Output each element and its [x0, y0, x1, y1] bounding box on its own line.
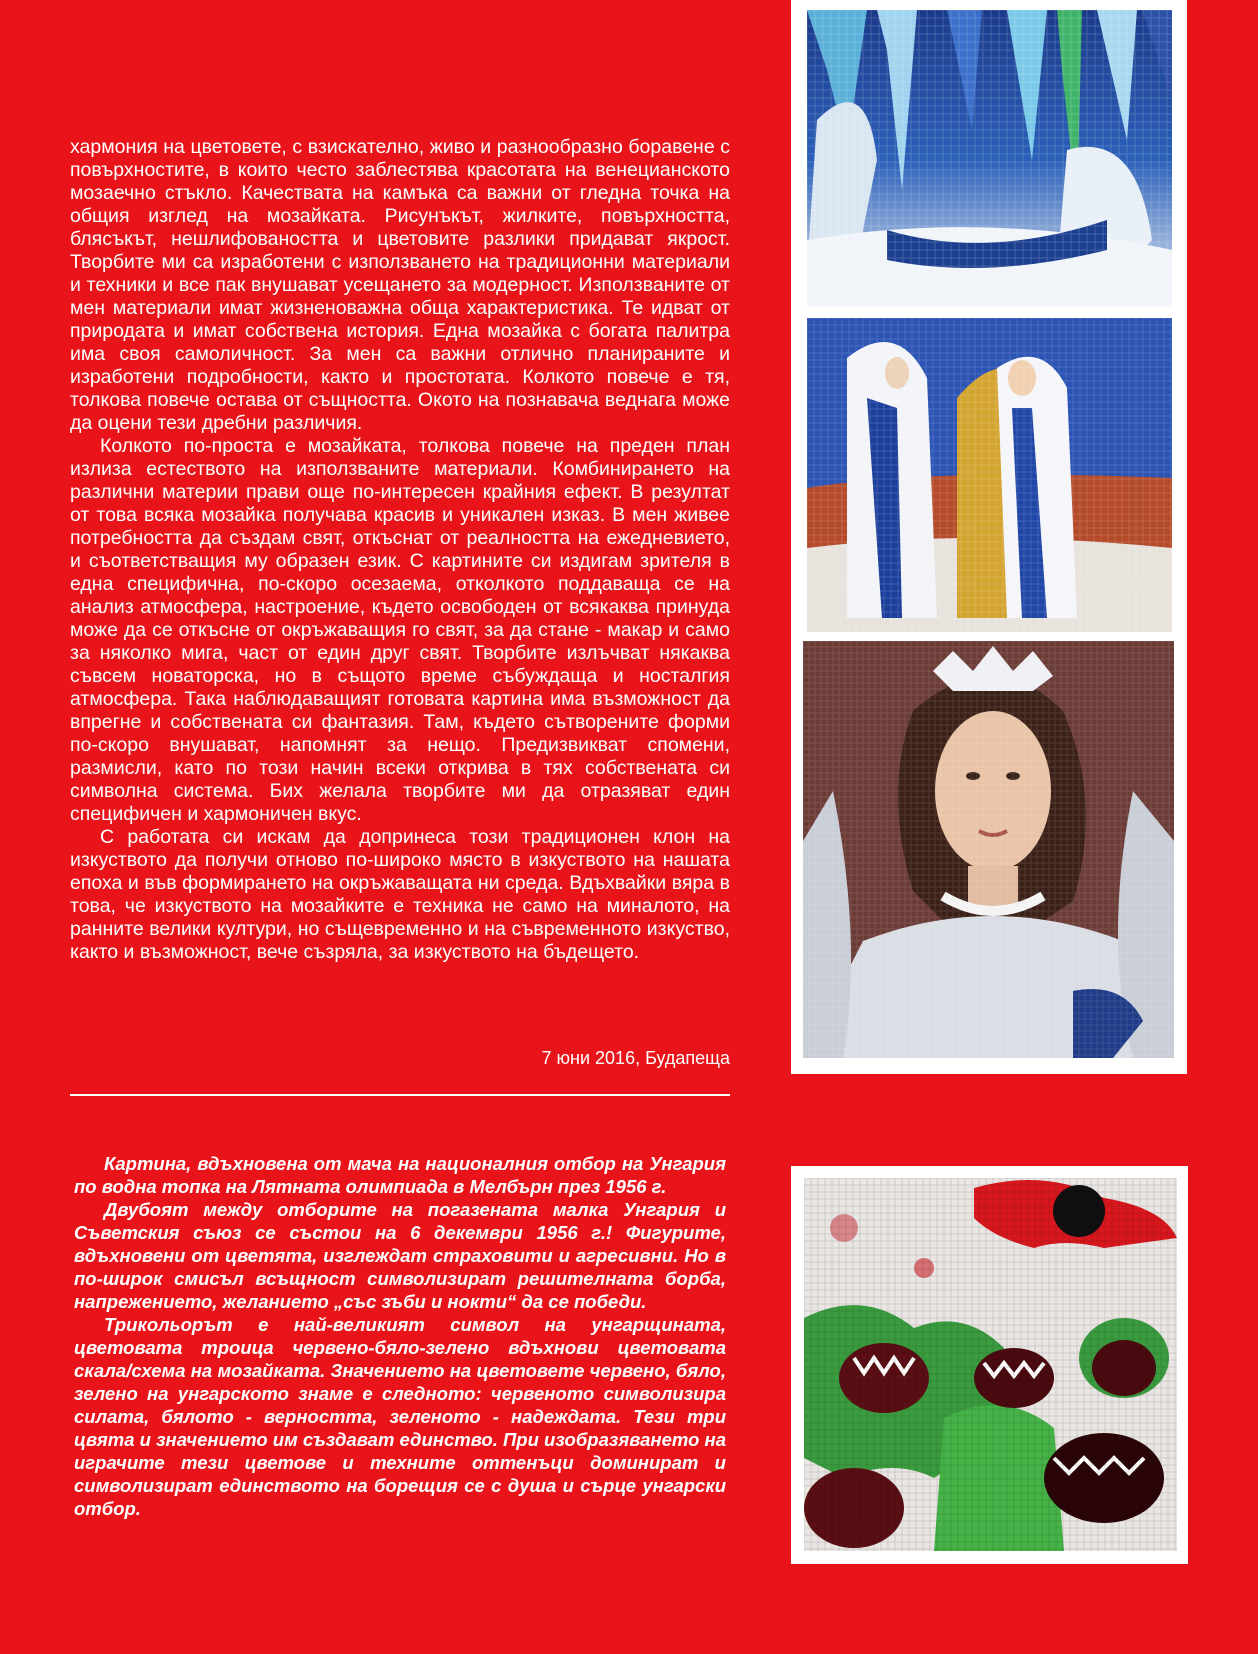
mosaic-forest-image — [807, 10, 1172, 307]
divider — [70, 1094, 730, 1096]
mosaic-players-image — [804, 1178, 1177, 1551]
artwork-caption — [74, 1152, 726, 1520]
mosaic-portrait-image — [803, 641, 1174, 1058]
article-paragraph: Колкото по-проста е мозайката, толкова повече на преден план излиза естеството на използваните материали. Комбинирането на различни материи прави още по-интересен крайния ефект. В резултат от това всяка мозайка получава красив и уникален изказ. В мен живее потребността да създам свят, откъснат от реалността на ежедневието, и съответстващия му образен език. С картините си издигам зрителя в една специфична, по-скоро осезаема, отколкото поддаваща се на анализ атмосфера, настроение, където освободен от всякаква принуда може да се откъсне от окръжаващия го свят, за да стане - макар и само за няколко мига, част от един друг свят. Творбите излъчват някаква съвсем новаторска, но в същото време събуждаща и носталгия атмосфера. Така наблюдаващият готовата картина има възможност да впрегне и собствената си фантазия. Там, където сътворените форми по-скоро внушават, напомнят за нещо. Предизвикват спомени, размисли, като по този начин всеки открива в тях собствената си символна система. Бих желала творбите ми да отразяват един специфичен и хармоничен вкус. — [70, 435, 730, 825]
caption-paragraph: Картина, вдъхновена от мача на националния отбор на Унгария по водна топка на Лятната олимпиада в Мелбърн през 1956 г. — [74, 1153, 726, 1197]
caption-paragraph: Двубоят между отборите на погазената малка Унгария и Съветския съюз се състои на 6 декември 1956 г.! Фигурите, вдъхновени от цветята, изглеждат страховити и агресивни. Но в по-широк смисъл всъщност символизират решителната борба, напрежението, желанието „със зъби и нокти“ да се победи. — [74, 1199, 726, 1312]
article-paragraph: хармония на цветовете, с взискателно, живо и разнообразно боравене с повърхностите, в които често заблестява красотата на венецианското мозаечно стъкло. Качествата на камъка са важни от гледна точка на общия изглед на мозайката. Рисунъкът, жилките, повърхността, блясъкът, нешлифоваността и цветовите разлики придават якрост. Творбите ми са изработени с използването на традиционни материали и техники и все пак внушават усещането за модерност. Използваните от мен материали имат жизненоважна обща характеристика. Те идват от природата и имат собствена история. Една мозайка с богата палитра има своя самоличност. За мен са важни отлично планираните и изработени подробности, както и простотата. Колкото повече е тя, толкова повече остава от същността. Окото на познавача веднага може да оцени тези дребни различия. — [70, 136, 730, 434]
article-paragraph: С работата си искам да допринеса този традиционен клон на изкуството да получи отново по-широко място в изкуството на нашата епоха и във формирането на окръжаващата ни среда. Вдъхвайки вяра в това, че изкуството на мозайките е техника не само на миналото, на ранните велики култури, но същевременно и на съвременното изкуство, както и възможност, вече съзряла, за изкуството на бъдещето. — [70, 826, 730, 963]
date-place: 7 юни 2016, Будапеща — [541, 1048, 730, 1068]
article-text — [70, 136, 730, 964]
mosaic-figures-image — [807, 318, 1172, 632]
caption-paragraph: Трикольорът е най-великият символ на унгарщината, цветовата троица червено-бяло-зелено вдъхнови цветовата скала/схема на мозайката. Значението на цветовете червено, бяло, зелено на унгарското знаме е следното: червеното символизира силата, бялото - верността, зеленото - надеждата. Тези три цвята и значението им създават единство. При изобразяването на играчите тези цветове и техните оттенъци доминират и символизират единството на борещия се с душа и сърце унгарски отбор. — [74, 1314, 727, 1519]
